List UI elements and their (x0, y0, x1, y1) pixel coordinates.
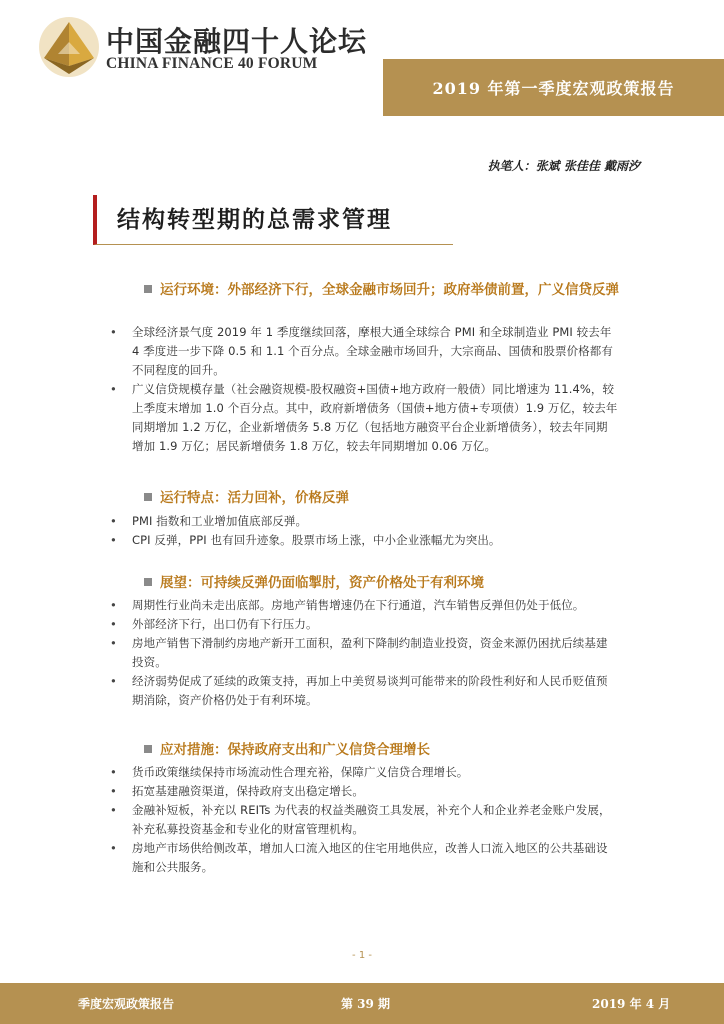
square-bullet-icon (144, 285, 152, 293)
bullet-list (110, 596, 618, 710)
pyramid-logo-icon (38, 16, 100, 78)
list-item: • CPI 反弹，PPI 也有回升迹象。股票市场上涨，中小企业涨幅尤为突出。 (110, 531, 618, 550)
list-item: • 货币政策继续保持市场流动性合理充裕，保障广义信贷合理增长。 (110, 763, 618, 782)
list-item: • 经济弱势促成了延续的政策支持，再加上中美贸易谈判可能带来的阶段性利好和人民币贬值预期消除，资产价格仍处于有利环境。 (110, 672, 618, 710)
authors-line: 执笔人：张斌 张佳佳 戴雨汐 (487, 159, 640, 173)
list-item: • 金融补短板，补充以 REITs 为代表的权益类融资工具发展，补充个人和企业养老金账户发展，补充私募投资基金和专业化的财富管理机构。 (110, 801, 618, 839)
brand-name-en: CHINA FINANCE 40 FORUM (106, 55, 318, 72)
list-item: • 广义信贷规模存量（社会融资规模-股权融资+国债+地方政府一般债）同比增速为 11.4%，较上季度末增加 1.0 个百分点。其中，政府新增债务（国债+地方债+专项债）1.9 万亿，较去年同期增加 1.2 万亿，企业新增债务 5.8 万亿（包括地方融资平台企业新增债务），较去年同期增加 1.9 万亿；居民新增债务 1.8 万亿，较去年同期增加 0.06 万亿。 (110, 380, 618, 456)
page-title: 结构转型期的总需求管理 (117, 206, 392, 233)
main-title-block (93, 195, 453, 245)
bullet-list (110, 323, 618, 456)
list-item: • 房地产市场供给侧改革，增加人口流入地区的住宅用地供应，改善人口流入地区的公共基础设施和公共服务。 (110, 839, 618, 877)
page-number: - 1 - (352, 950, 372, 961)
footer-publication: 季度宏观政策报告 (78, 997, 175, 1011)
list-item: • 周期性行业尚未走出底部。房地产销售增速仍在下行通道，汽车销售反弹但仍处于低位。 (110, 596, 618, 615)
footer-issue: 第 39 期 (341, 997, 391, 1011)
bullet-list (110, 512, 618, 550)
section-heading: 运行特点：活力回补，价格反弹 (144, 488, 624, 508)
section-heading: 运行环境：外部经济下行，全球金融市场回升；政府举债前置，广义信贷反弹 (144, 280, 624, 300)
section-heading: 应对措施：保持政府支出和广义信贷合理增长 (144, 740, 624, 760)
footer-date: 2019 年 4 月 (592, 997, 671, 1011)
report-title: 2019 年第一季度宏观政策报告 (432, 79, 675, 98)
bullet-list (110, 763, 618, 877)
list-item: • PMI 指数和工业增加值底部反弹。 (110, 512, 618, 531)
header-bar (383, 59, 724, 116)
list-item: • 拓宽基建融资渠道，保持政府支出稳定增长。 (110, 782, 618, 801)
list-item: • 全球经济景气度 2019 年 1 季度继续回落，摩根大通全球综合 PMI 和全球制造业 PMI 较去年 4 季度进一步下降 0.5 和 1.1 个百分点。全球金融市场回升，大宗商品、国债和股票价格都有不同程度的回升。 (110, 323, 618, 380)
footer-bar (0, 983, 724, 1024)
square-bullet-icon (144, 745, 152, 753)
list-item: • 房地产销售下滑制约房地产新开工面积，盈利下降制约制造业投资，资金来源仍困扰后续基建投资。 (110, 634, 618, 672)
section-heading: 展望：可持续反弹仍面临掣肘，资产价格处于有利环境 (144, 573, 624, 593)
brand-name-cn: 中国金融四十人论坛 (106, 25, 368, 58)
square-bullet-icon (144, 493, 152, 501)
square-bullet-icon (144, 578, 152, 586)
list-item: • 外部经济下行，出口仍有下行压力。 (110, 615, 618, 634)
